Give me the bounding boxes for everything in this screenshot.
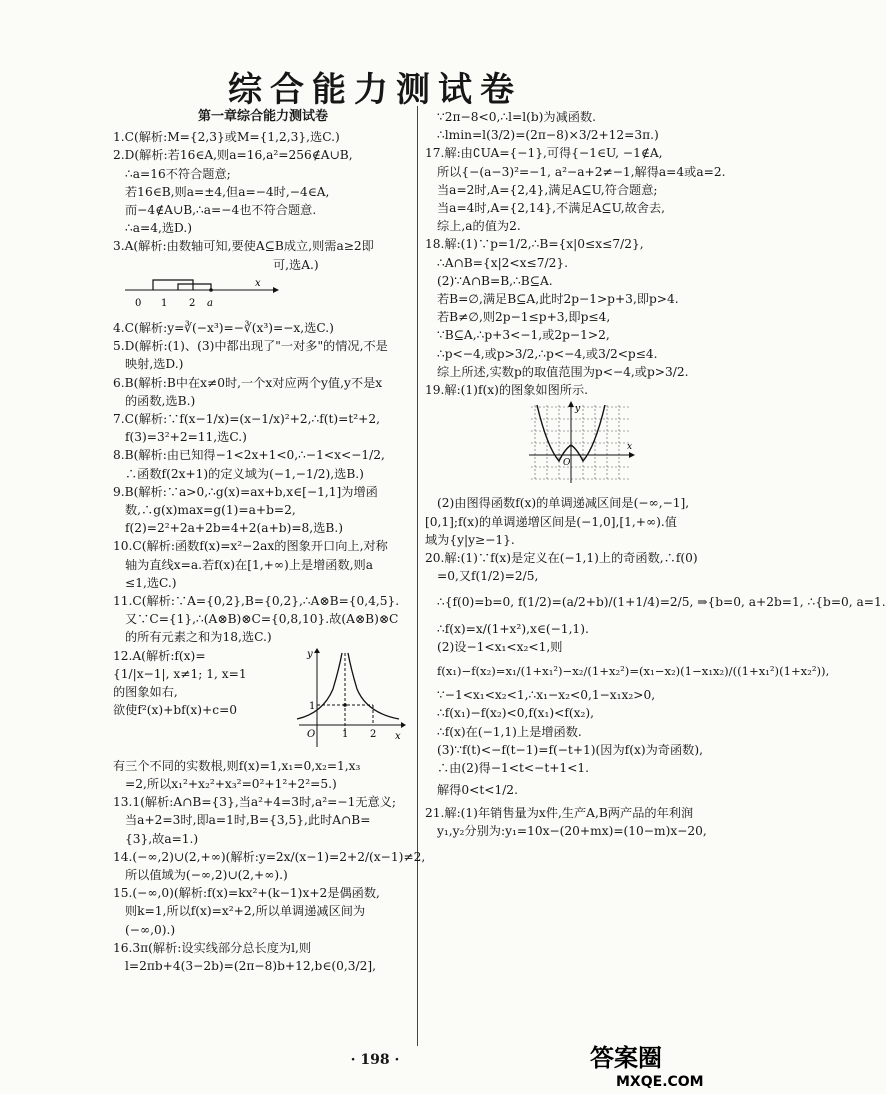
- answer-line: 14.(−∞,2)∪(2,+∞)(解析:y=2x/(x−1)=2+2/(x−1)≠2,: [113, 849, 426, 864]
- answer-line: 轴为直线x=a.若f(x)在[1,+∞)上是增函数,则a: [125, 557, 374, 572]
- tick-label: 1: [342, 728, 349, 740]
- answer-line: [0,1];f(x)的单调递增区间是(−1,0],[1,+∞).值: [425, 514, 677, 529]
- answer-line: ∴f(x)=x/(1+x²),x∈(−1,1).: [437, 621, 589, 636]
- answer-line: 9.B(解析:∵a>0,∴g(x)=ax+b,x∈[−1,1]为增函: [113, 484, 378, 499]
- axis-label: x: [627, 442, 633, 453]
- tick-label: a: [207, 297, 213, 309]
- answer-line: ∵−1<x₁<x₂<1,∴x₁−x₂<0,1−x₁x₂>0,: [437, 688, 656, 703]
- answer-line: 5.D(解析:(1)、(3)中都出现了"一对多"的情况,不是: [113, 339, 388, 354]
- answer-line: 当a=4时,A={2,14},不满足A⊆U,故舍去,: [437, 201, 666, 216]
- left-column: [113, 108, 426, 975]
- answer-line: ∴a=16不符合题意;: [125, 166, 231, 181]
- answer-line: 20.解:(1)∵f(x)是定义在(−1,1)上的奇函数,∴f(0): [425, 551, 698, 566]
- answer-line: ∴f(x₁)−f(x₂)<0,f(x₁)<f(x₂),: [437, 706, 595, 721]
- answer-line: ∴a=4,选D.): [125, 221, 193, 236]
- page-title: 综合能力测试卷: [228, 70, 522, 110]
- parabola-graph-figure: [525, 401, 725, 490]
- answer-line: ∴由(2)得−1<t<−t+1<1.: [437, 761, 590, 776]
- answer-line: 所以值域为(−∞,2)∪(2,+∞).): [125, 867, 288, 882]
- answer-line: ≤1,选C.): [125, 575, 177, 590]
- answer-line: 16.3π(解析:设实线部分总长度为l,则: [113, 940, 312, 955]
- answer-line: l=2πb+4(3−2b)=(2π−8)b+12,b∈(0,3/2],: [125, 958, 376, 973]
- answer-line: 而−4∉A∪B,∴a=−4也不符合题意.: [125, 203, 317, 218]
- axis-label: x: [255, 277, 261, 289]
- answer-line: 的函数,选B.): [125, 393, 196, 408]
- answer-line: 7.C(解析:∵f(x−1/x)=(x−1/x)²+2,∴f(t)=t²+2,: [113, 412, 380, 427]
- answer-line: 欲使f²(x)+bf(x)+c=0: [113, 703, 238, 718]
- tick-label: 1: [161, 297, 168, 309]
- answer-line: 当a+2=3时,即a=1时,B={3,5},此时A∩B=: [125, 813, 371, 828]
- answer-line: 8.B(解析:由已知得−1<2x+1<0,∴−1<x<−1/2,: [113, 448, 385, 463]
- answer-line: ∴A∩B={x|2<x≤7/2}.: [437, 255, 568, 270]
- page-number: · 198 ·: [350, 1052, 400, 1068]
- axis-label: y: [575, 404, 581, 415]
- tick-label: 1: [309, 700, 316, 712]
- answer-line: 映射,选D.): [125, 357, 184, 372]
- answer-line: 2.D(解析:若16∈A,则a=16,a²=256∉A∪B,: [113, 148, 353, 163]
- origin-label: O: [307, 728, 316, 740]
- axis-label: x: [395, 730, 401, 742]
- answer-line: 13.1(解析:A∩B={3},当a²+4=3时,a²=−1无意义;: [113, 795, 397, 810]
- tick-label: 2: [370, 728, 377, 740]
- answer-line: 当a=2时,A={2,4},满足A⊆U,符合题意;: [437, 182, 658, 197]
- answer-line: f(3)=3²+2=11,选C.): [125, 430, 247, 445]
- answer-line: (2)∵A∩B=B,∴B⊆A.: [437, 273, 553, 288]
- answer-line: 18.解:(1)∵p=1/2,∴B={x|0≤x≤7/2},: [425, 237, 644, 252]
- answer-line: 数,∴g(x)max=g(1)=a+b=2,: [125, 503, 296, 518]
- answer-line: 12.A(解析:f(x)=: [113, 648, 206, 663]
- answer-line: 又∵C={1},∴(A⊗B)⊗C={0,8,10}.故(A⊗B)⊗C: [125, 612, 399, 627]
- answer-line: 的图象如右,: [113, 685, 178, 700]
- number-line-figure: [123, 276, 413, 315]
- answer-line: (2)由图得函数f(x)的单调递减区间是(−∞,−1],: [437, 496, 690, 511]
- answer-line: =0,又f(1/2)=2/5,: [437, 569, 539, 584]
- watermark-text: 答案圈: [590, 1044, 662, 1072]
- answer-line: 15.(−∞,0)(解析:f(x)=kx²+(k−1)x+2是偶函数,: [113, 886, 380, 901]
- column-divider: [417, 106, 418, 1046]
- answer-line: 综上所述,实数p的取值范围为p<−4,或p>3/2.: [437, 364, 689, 379]
- answer-line: ∴lmin=l(3/2)=(2π−8)×3/2+12=3π.): [437, 128, 659, 143]
- answer-line: 综上,a的值为2.: [437, 219, 521, 234]
- answer-line: 解得0<t<1/2.: [437, 783, 518, 798]
- axis-label: y: [307, 648, 313, 660]
- watermark-logo: [586, 1040, 736, 1090]
- answer-line: {1/|x−1|, x≠1; 1, x=1: [113, 666, 247, 681]
- q12-block: [113, 647, 413, 757]
- right-column: [425, 108, 886, 840]
- answer-line: f(2)=2²+2a+2b=4+2(a+b)=8,选B.): [125, 521, 343, 536]
- answer-line: ∴p<−4,或p>3/2,∴p<−4,或3/2<p≤4.: [437, 346, 658, 361]
- tick-label: 2: [189, 297, 196, 309]
- answer-line: 3.A(解析:由数轴可知,要使A⊆B成立,则需a≥2即: [113, 239, 374, 254]
- answer-line: 若16∈B,则a=±4,但a=−4时,−4∈A,: [125, 184, 330, 199]
- answer-line: f(x₁)−f(x₂)=x₁/(1+x₁²)−x₂/(1+x₂²)=(x₁−x₂)(1−x₁x₂)/((1+x₁²)(1+x₂²)),: [437, 664, 830, 679]
- answer-line: 域为{y|y≥−1}.: [425, 532, 515, 547]
- answer-line: 1.C(解析:M={2,3}或M={1,2,3},选C.): [113, 130, 340, 145]
- section-subtitle: 第一章综合能力测试卷: [197, 109, 328, 124]
- answer-line: 4.C(解析:y=∛(−x³)=−∛(x³)=−x,选C.): [113, 321, 334, 336]
- answer-line: 11.C(解析:∵A={0,2},B={0,2},∴A⊗B={0,4,5}.: [113, 594, 400, 609]
- answer-line: 10.C(解析:函数f(x)=x²−2ax的图象开口向上,对称: [113, 539, 388, 554]
- tick-label: 0: [135, 297, 142, 309]
- answer-line: 若B=∅,满足B⊆A,此时2p−1>p+3,即p>4.: [437, 292, 679, 307]
- watermark-text: MXQE.COM: [616, 1074, 704, 1090]
- answer-line: 则k=1,所以f(x)=x²+2,所以单调递减区间为: [125, 904, 366, 919]
- answer-line: ∴f(x)在(−1,1)上是增函数.: [437, 724, 582, 739]
- answer-line: (3)∵f(t)<−f(t−1)=f(−t+1)(因为f(x)为奇函数),: [437, 742, 703, 757]
- answer-line: 若B≠∅,则2p−1≤p+3,即p≤4,: [437, 310, 611, 325]
- answer-line: 19.解:(1)f(x)的图象如图所示.: [425, 383, 589, 398]
- answer-line: 17.解:由∁UA={−1},可得{−1∈U, −1∉A,: [425, 146, 663, 161]
- origin-label: O: [563, 458, 571, 469]
- answer-line: 的所有元素之和为18,选C.): [125, 630, 272, 645]
- answer-line: ∵B⊆A,∴p+3<−1,或2p−1>2,: [437, 328, 610, 343]
- answer-line: 所以{−(a−3)²=−1, a²−a+2≠−1,解得a=4或a=2.: [437, 164, 726, 179]
- answer-line: (2)设−1<x₁<x₂<1,则: [437, 639, 563, 654]
- answer-line: ∴函数f(2x+1)的定义域为(−1,−1/2),选B.): [125, 466, 364, 481]
- answer-line: =2,所以x₁²+x₂²+x₃²=0²+1²+2²=5.): [125, 776, 337, 791]
- answer-line: 可,选A.): [273, 257, 319, 272]
- answer-line: 有三个不同的实数根,则f(x)=1,x₁=0,x₂=1,x₃: [113, 758, 361, 773]
- answer-line: ∴{f(0)=b=0, f(1/2)=(a/2+b)/(1+1/4)=2/5, ⇒{b=0, a+2b=1, ∴{b=0, a=1.: [437, 595, 886, 610]
- reciprocal-graph-figure: [295, 647, 407, 755]
- answer-line: 21.解:(1)年销售量为x件,生产A,B两产品的年利润: [425, 805, 694, 820]
- answer-line: y₁,y₂分别为:y₁=10x−(20+mx)=(10−m)x−20,: [437, 823, 707, 838]
- answer-line: (−∞,0).): [125, 922, 176, 937]
- answer-line: 6.B(解析:B中在x≠0时,一个x对应两个y值,y不是x: [113, 375, 383, 390]
- answer-line: {3},故a=1.): [125, 831, 199, 846]
- answer-line: ∵2π−8<0,∴l=l(b)为减函数.: [437, 110, 597, 124]
